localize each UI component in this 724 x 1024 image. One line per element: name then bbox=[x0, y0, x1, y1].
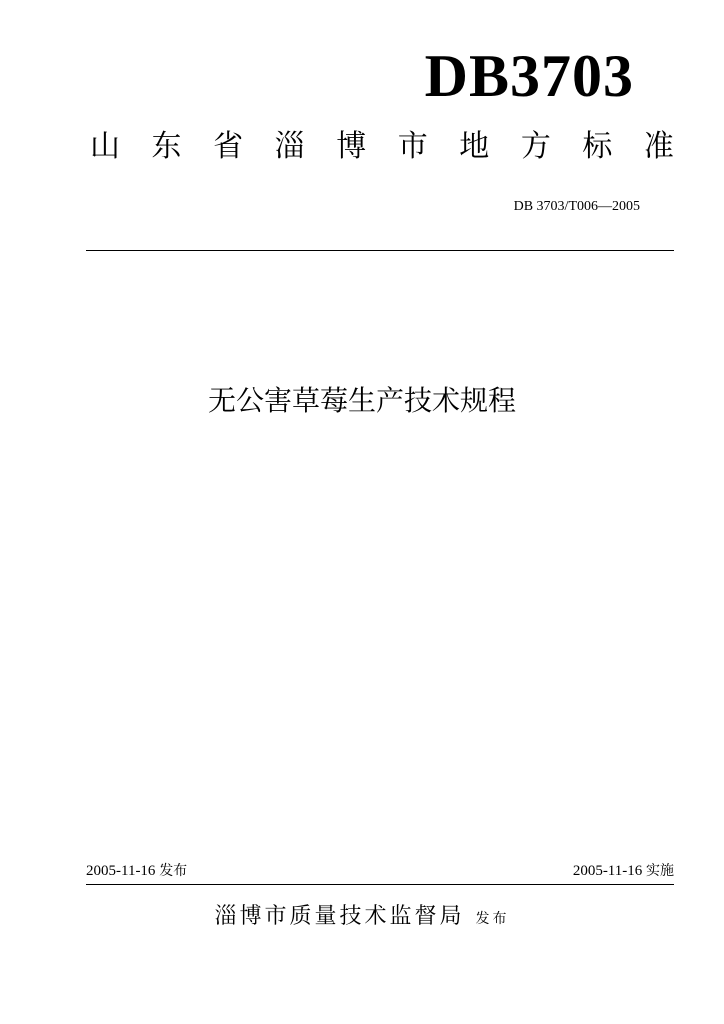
standard-type-heading bbox=[90, 129, 674, 164]
standard-type-char: 淄 bbox=[274, 129, 305, 164]
date-row bbox=[86, 864, 674, 879]
footer-divider bbox=[86, 884, 674, 885]
standard-type-char: 东 bbox=[151, 129, 182, 164]
publish-date-block bbox=[86, 864, 187, 879]
implement-date-block bbox=[573, 864, 674, 879]
standard-type-char: 标 bbox=[582, 129, 613, 164]
issuer-line bbox=[0, 906, 724, 928]
header-divider bbox=[86, 250, 674, 251]
issuer-suffix: 发布 bbox=[475, 911, 510, 927]
standard-type-char: 准 bbox=[643, 129, 674, 164]
standard-type-char: 市 bbox=[397, 129, 428, 164]
standard-type-char: 方 bbox=[520, 129, 551, 164]
document-title: 无公害草莓生产技术规程 bbox=[207, 384, 516, 417]
issuing-authority: 淄博市质量技术监督局 bbox=[214, 904, 465, 929]
publish-label: 发布 bbox=[159, 863, 188, 879]
standard-type-char: 山 bbox=[90, 129, 120, 164]
standard-number: DB 3703/T006—2005 bbox=[513, 199, 640, 214]
standard-type-char: 博 bbox=[336, 129, 367, 164]
implement-label: 实施 bbox=[646, 863, 674, 879]
standard-type-char: 省 bbox=[213, 129, 244, 164]
publish-date: 2005-11-16 bbox=[86, 863, 156, 879]
implement-date: 2005-11-16 bbox=[572, 863, 643, 879]
standard-type-char: 地 bbox=[459, 129, 490, 164]
standard-code: DB3703 bbox=[424, 43, 634, 109]
